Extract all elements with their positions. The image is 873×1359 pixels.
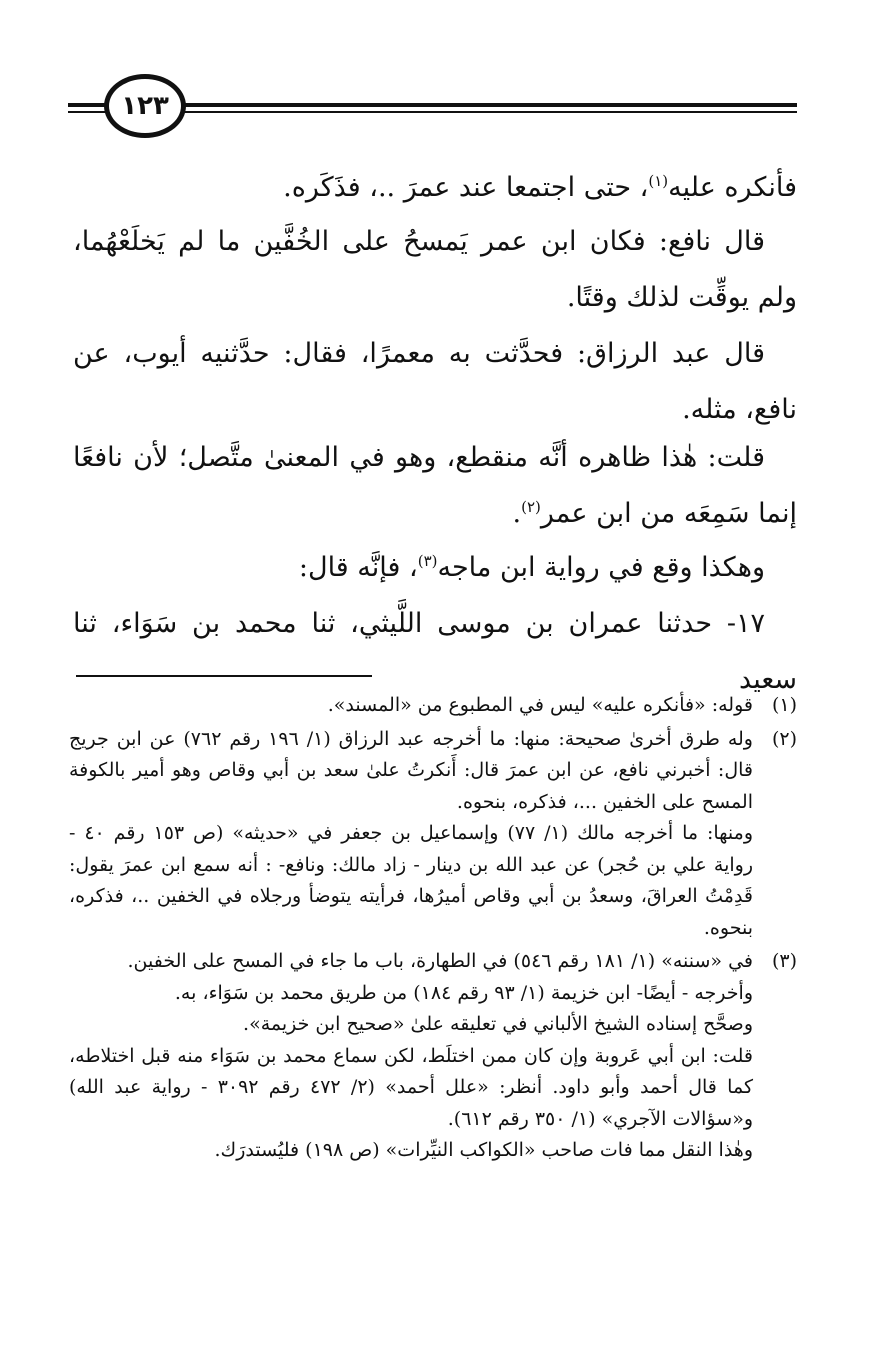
footnote-text: وصحَّح إسناده الشيخ الألباني في تعليقه علىٰ «صحيح ابن خزيمة». [243,1013,753,1035]
main-text: ، حتى اجتمعا عند عمرَ ..، فذَكَره. [283,172,649,203]
main-text: ١٧- حدثنا عمران بن موسى اللَّيثي، ثنا محمد بن سَوَاء، ثنا سعيد [73,608,797,695]
main-text: فأنكره عليه [668,172,797,203]
main-paragraph-2 [73,214,797,326]
main-paragraph-4 [73,430,797,542]
main-text: ، فإنَّه قال: [298,552,418,583]
main-paragraph-3 [73,326,797,438]
footnote-text: وأخرجه - أيضًا- ابن خزيمة (١/ ٩٣ رقم ١٨٤) من طريق محمد بن سَوَاء، به. [174,981,753,1004]
main-text: قال نافع: فكان ابن عمر يَمسحُ على الخُفَّين ما لم يَخلَعْهُما، ولم يوقِّت لذلك وقتًا. [73,226,797,313]
page-number: ١٢٣ [121,91,169,121]
main-text: قلت: هٰذا ظاهره أنَّه منقطع، وهو في المعنىٰ متَّصل؛ لأن نافعًا إنما سَمِعَه من ابن عمر [73,442,797,529]
main-paragraph-5 [73,540,797,596]
footnote-number: (٣) [771,950,797,972]
footnote-2 [69,724,797,945]
main-paragraph-1 [73,160,797,216]
footnote-text: وله طرق أخرىٰ صحيحة: منها: ما أخرجه عبد الرزاق (١/ ١٩٦ رقم ٧٦٢) عن ابن جريج قال: أخبرني نافع، عن ابن عمرَ قال: أَنكرتُ علىٰ سعد بن أبي وقاص وهو أمير بالكوفة المسح على الخفين ...، فذكره، بنحوه. [69,727,753,813]
footnotes [69,690,797,1167]
footnote-text: ومنها: ما أخرجه مالك (١/ ٧٧) وإسماعيل بن جعفر في «حديثه» (ص ١٥٣ رقم ٤٠ - رواية علي بن حُجر) عن عبد الله بن دينار - زاد مالك: ونافع- : أنه سمع ابن عمرَ يقول: قَدِمْتُ العراقَ، وسعدُ بن أبي وقاص أميرُها، فرأيته يتوضأ ورجلاه في الخفين ..، فذكره، بنحوه. [69,822,754,939]
footnote-separator [76,675,372,677]
main-text: وهكذا وقع في رواية ابن ماجه [437,552,765,583]
main-text: . [512,498,522,529]
page-number-badge [104,74,186,138]
main-text: قال عبد الرزاق: فحدَّثت به معمرًا، فقال: حدَّثنيه أيوب، عن نافع، مثله. [73,338,797,425]
footnote-text: قلت: ابن أبي عَروبة وإن كان ممن اختلَط، لكن سماع محمد بن سَوَاء منه قبل اختلاطه، كما قال أحمد وأبو داود. أنظر: «علل أحمد» (٢/ ٤٧٢ رقم ٣٠٩٢ - رواية عبد الله) و«سؤالات الآجري» (١/ ٣٥٠ رقم ٦١٢). [69,1044,754,1130]
footnote-text: في «سننه» (١/ ١٨١ رقم ٥٤٦) في الطهارة، باب ما جاء في المسح على الخفين. [127,950,753,972]
footnote-ref-2: (٢) [521,498,541,516]
footnote-text: وهٰذا النقل مما فات صاحب «الكواكب النيِّرات» (ص ١٩٨) فليُستدرَك. [214,1139,753,1161]
footnote-number: (١) [771,694,797,716]
footnote-ref-1: (١) [648,172,669,190]
footnote-number: (٢) [771,727,797,750]
footnote-text: قوله: «فأنكره عليه» ليس في المطبوع من «المسند». [327,694,753,716]
footnote-3 [69,946,797,1167]
footnote-ref-3: (٣) [417,552,438,570]
footnote-1 [69,690,797,722]
